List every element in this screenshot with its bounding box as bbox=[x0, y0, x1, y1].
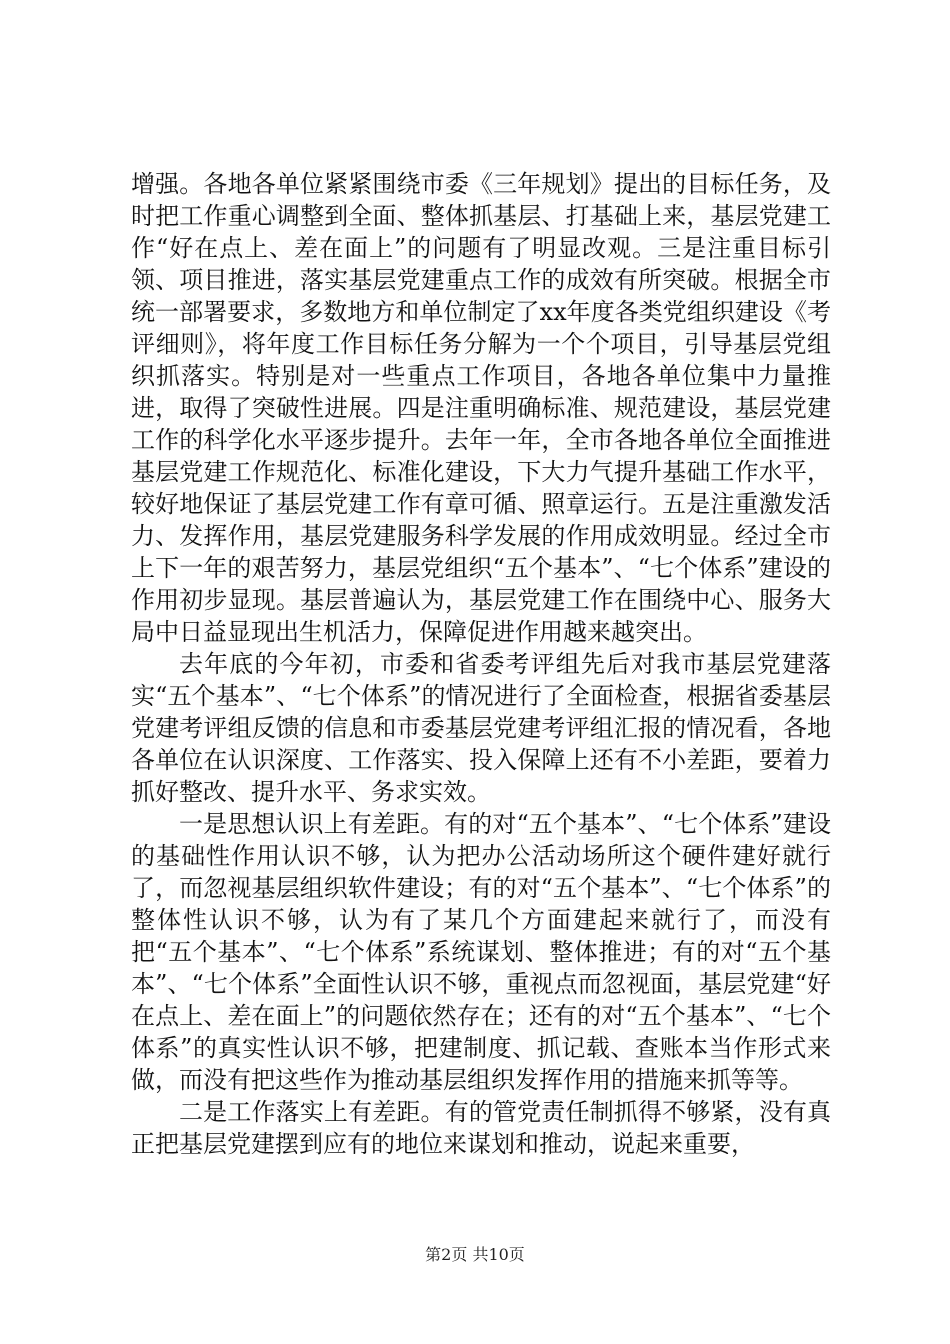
paragraph-1: 增强。各地各单位紧紧围绕市委《三年规划》提出的目标任务，及时把工作重心调整到全面、整体抓基层、打基础上来，基层党建工作“好在点上、差在面上”的问题有了明显改观。三是注重目标引领、项目推进，落实基层党建重点工作的成效有所突破。根据全市统一部署要求，多数地方和单位制定了xx年度各类党组织建设《考评细则》，将年度工作目标任务分解为一个个项目，引导基层党组织抓落实。特别是对一些重点工作项目，各地各单位集中力量推进，取得了突破性进展。四是注重明确标准、规范建设，基层党建工作的科学化水平逐步提升。去年一年，全市各地各单位全面推进基层党建工作规范化、标准化建设，下大力气提升基础工作水平，较好地保证了基层党建工作有章可循、照章运行。五是注重激发活力、发挥作用，基层党建服务科学发展的作用成效明显。经过全市上下一年的艰苦努力，基层党组织“五个基本”、“七个体系”建设的作用初步显现。基层普遍认为，基层党建工作在围绕中心、服务大局中日益显现出生机活力，保障促进作用越来越突出。 bbox=[131, 170, 831, 646]
paragraph-3: 一是思想认识上有差距。有的对“五个基本”、“七个体系”建设的基础性作用认识不够，认为把办公活动场所这个硬件建好就行了，而忽视基层组织软件建设；有的对“五个基本”、“七个体系”的整体性认识不够，认为有了某几个方面建起来就行了，而没有把“五个基本”、“七个体系”系统谋划、整体推进；有的对“五个基本”、“七个体系”全面性认识不够，重视点而忽视面，基层党建“好在点上、差在面上”的问题依然存在；还有的对“五个基本”、“七个体系”的真实性认识不够，把建制度、抓记载、查账本当作形式来做，而没有把这些作为推动基层组织发挥作用的措施来抓等等。 bbox=[131, 810, 831, 1094]
page-indicator: 第2页 共10页 bbox=[425, 1245, 525, 1264]
paragraph-4: 二是工作落实上有差距。有的管党责任制抓得不够紧，没有真正把基层党建摆到应有的地位来谋划和推动，说起来重要， bbox=[131, 1098, 831, 1158]
paragraph-2: 去年底的今年初，市委和省委考评组先后对我市基层党建落实“五个基本”、“七个体系”的情况进行了全面检查，根据省委基层党建考评组反馈的信息和市委基层党建考评组汇报的情况看，各地各单位在认识深度、工作落实、投入保障上还有不小差距，要着力抓好整改、提升水平、务求实效。 bbox=[131, 650, 831, 806]
page-footer bbox=[0, 1245, 950, 1265]
document-body bbox=[131, 168, 831, 1160]
